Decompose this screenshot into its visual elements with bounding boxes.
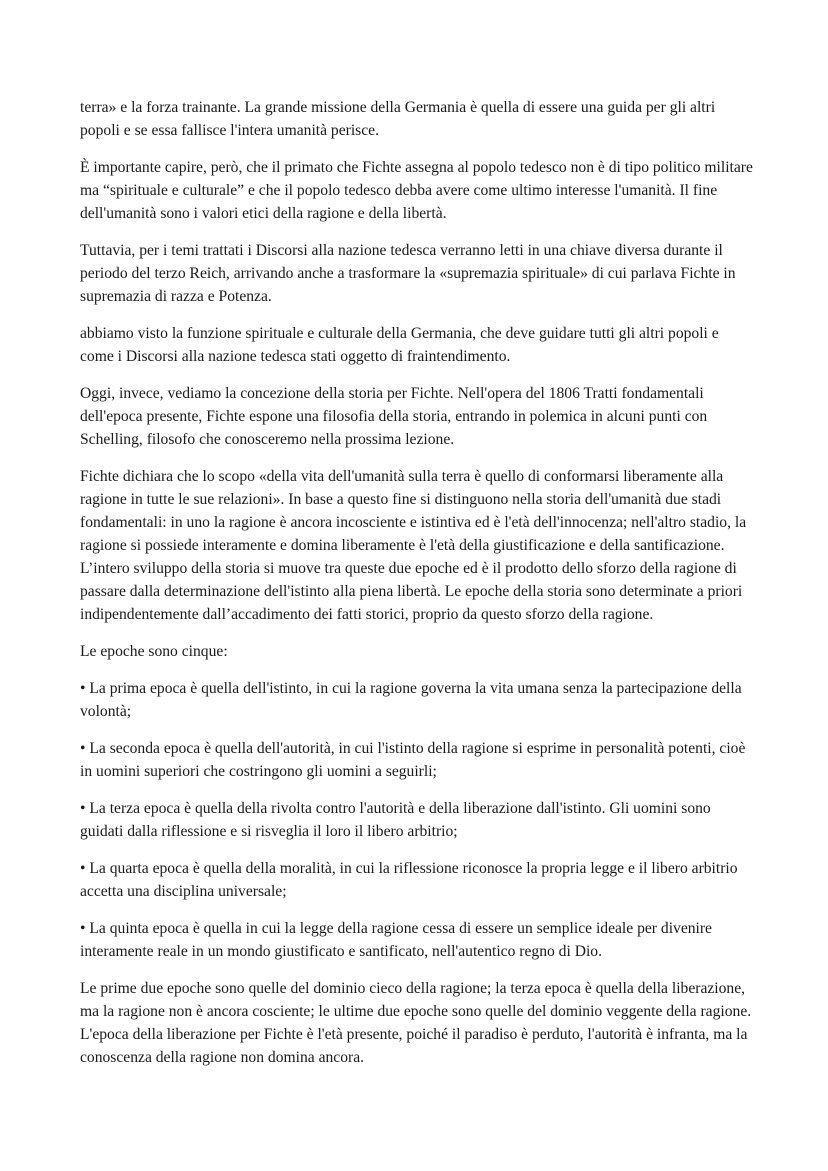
bullet-text: La seconda epoca è quella dell'autorità, in cui l'istinto della ragione si esprime in personalità potenti, cioè in uomini superiori che costringono gli uomini a seguirli; (80, 740, 746, 780)
bullet-marker: • (80, 800, 86, 817)
paragraph-two-stages: Fichte dichiara che lo scopo «della vita dell'umanità sulla terra è quello di conformarsi liberamente alla ragione in tutte le sue relazioni». In base a questo fine si distinguono nella storia dell'umanità due stadi fondamentali: in uno la ragione è ancora incosciente e istintiva ed è l'età dell'innocenza; nell'altro stadio, la ragione si possiede interamente e domina liberamente è l'età della giustificazione e della santificazione. L’intero sviluppo della storia si muove tra queste due epoche ed è il prodotto dello sforzo della ragione di passare dalla determinazione dell'istinto alla piena libertà. Le epoche della storia sono determinate a priori indipendentemente dall’accadimento dei fatti storici, proprio da questo sforzo della ragione. (80, 468, 747, 623)
bullet-marker: • (80, 920, 86, 937)
bullet-item-second-epoch (80, 737, 755, 783)
bullet-item-fourth-epoch (80, 857, 755, 903)
bullet-text: La prima epoca è quella dell'istinto, in cui la ragione governa la vita umana senza la partecipazione della volontà; (80, 680, 742, 720)
paragraph-third-reich: Tuttavia, per i temi trattati i Discorsi alla nazione tedesca verranno letti in una chiave diversa durante il periodo del terzo Reich, arrivando anche a trasformare la «supremazia spirituale» di cui parlava Fichte in supremazia di razza e Potenza. (80, 242, 736, 305)
paragraph-five-epochs-intro: Le epoche sono cinque: (80, 643, 228, 660)
bullet-item-first-epoch (80, 677, 755, 723)
paragraph-recap: abbiamo visto la funzione spirituale e culturale della Germania, che deve guidare tutti gli altri popoli e come i Discorsi alla nazione tedesca stati oggetto di fraintendimento. (80, 325, 719, 365)
paragraph-germany-mission: terra» e la forza trainante. La grande missione della Germania è quella di essere una guida per gli altri popoli e se essa fallisce l'intera umanità perisce. (80, 99, 716, 139)
bullet-marker: • (80, 860, 86, 877)
paragraph-history-intro: Oggi, invece, vediamo la concezione della storia per Fichte. Nell'opera del 1806 Tratti fondamentali dell'epoca presente, Fichte espone una filosofia della storia, entrando in polemica in alcuni punti con Schelling, filosofo che conosceremo nella prossima lezione. (80, 385, 708, 448)
bullet-item-third-epoch (80, 797, 755, 843)
bullet-marker: • (80, 680, 86, 697)
bullet-text: La terza epoca è quella della rivolta contro l'autorità e della liberazione dall'istinto. Gli uomini sono guidati dalla riflessione e si risveglia il loro il libero arbitrio; (80, 800, 711, 840)
bullet-text: La quarta epoca è quella della moralità, in cui la riflessione riconosce la propria legge e il libero arbitrio accetta una disciplina universale; (80, 860, 738, 900)
paragraph-spiritual-primacy: È importante capire, però, che il primato che Fichte assegna al popolo tedesco non è di tipo politico militare ma “spirituale e culturale” e che il popolo tedesco debba avere come ultimo interesse l'umanità. Il fine dell'umanità sono i valori etici della ragione e della libertà. (80, 159, 753, 222)
document-body (80, 96, 755, 1083)
paragraph-conclusion: Le prime due epoche sono quelle del dominio cieco della ragione; la terza epoca è quella della liberazione, ma la ragione non è ancora cosciente; le ultime due epoche sono quelle del dominio veggente della ragione. L'epoca della liberazione per Fichte è l'età presente, poiché il paradiso è perduto, l'autorità è infranta, ma la conoscenza della ragione non domina ancora. (80, 980, 752, 1066)
bullet-text: La quinta epoca è quella in cui la legge della ragione cessa di essere un semplice ideale per divenire interamente reale in un mondo giustificato e santificato, nell'autentico regno di Dio. (80, 920, 712, 960)
bullet-item-fifth-epoch (80, 917, 755, 963)
bullet-marker: • (80, 740, 86, 757)
